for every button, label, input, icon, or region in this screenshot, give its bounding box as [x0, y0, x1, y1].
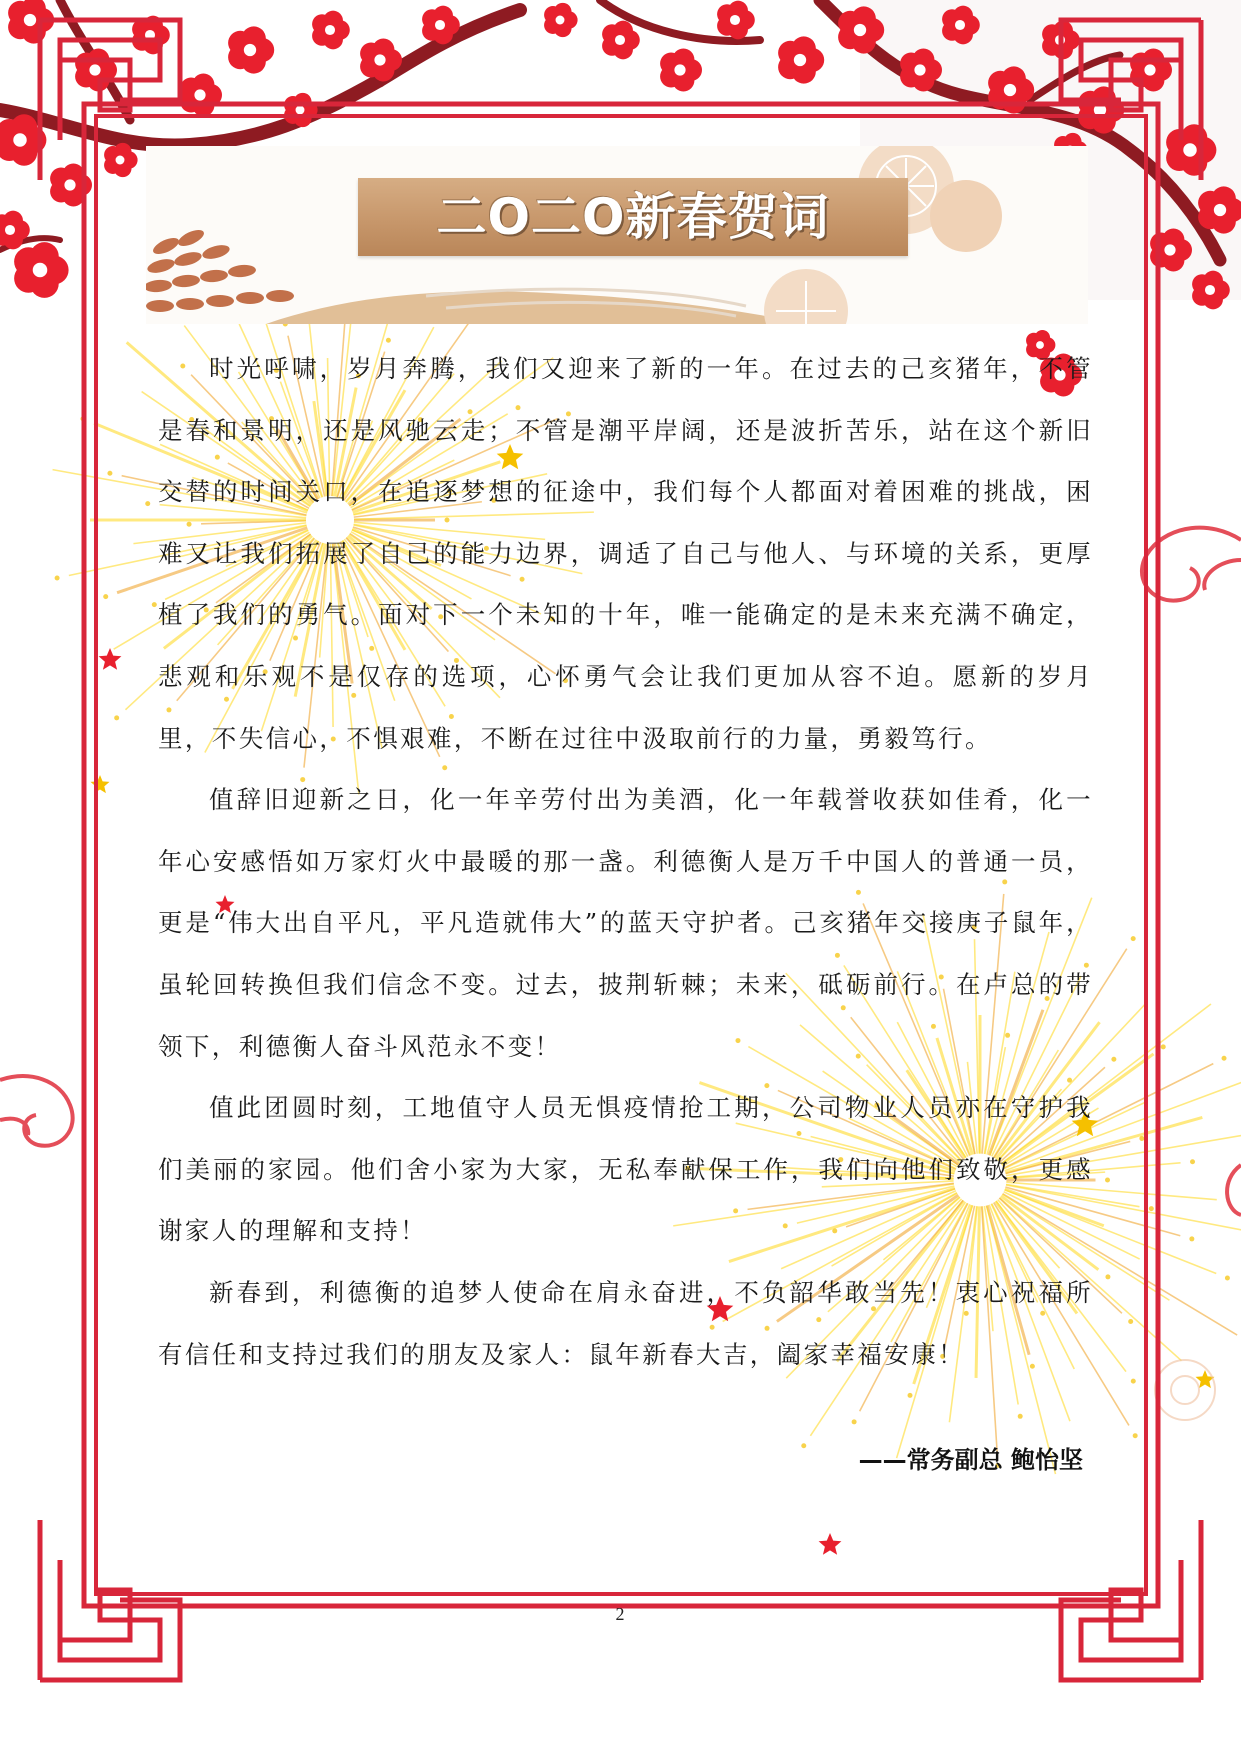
- page-title: 二O二O新春贺词: [436, 188, 830, 246]
- corner-lattice-bottom-left: [40, 1520, 180, 1680]
- paragraph: 新春到，利德衡的追梦人使命在肩永奋进，不负韶华敢当先！衷心祝福所有信任和支持过我们的朋友及家人：鼠年新春大吉，阖家幸福安康！: [158, 1277, 1093, 1369]
- corner-lattice-top-left: [40, 20, 180, 180]
- signature: ——常务副总 鲍怡坚: [858, 1446, 1083, 1474]
- corner-lattice-bottom-right: [1061, 1520, 1201, 1680]
- paragraph: 时光呼啸，岁月奔腾，我们又迎来了新的一年。在过去的己亥猪年，不管是春和景明，还是风驰云走；不管是潮平岸阔，还是波折苦乐，站在这个新旧交替的时间关口，在追逐梦想的征途中，我们每个人都面对着困难的挑战，困难又让我们拓展了自己的能力边界，调适了自己与他人、与环境的关系，更厚植了我们的勇气。面对下一个未知的十年，唯一能确定的是未来充满不确定，悲观和乐观不是仅存的选项，心怀勇气会让我们更加从容不迫。愿新的岁月里，不失信心，不惧艰难，不断在过往中汲取前行的力量，勇毅笃行。: [158, 354, 1093, 753]
- paragraph: 值辞旧迎新之日，化一年辛劳付出为美酒，化一年载誉收获如佳肴，化一年心安感悟如万家灯火中最暖的那一盏。利德衡人是万千中国人的普通一员，更是“伟大出自平凡，平凡造就伟大”的蓝天守护者。己亥猪年交接庚子鼠年，虽轮回转换但我们信念不变。过去，披荆斩棘；未来，砥砺前行。在卢总的带领下，利德衡人奋斗风范永不变！: [158, 785, 1093, 1061]
- paragraph: 值此团圆时刻，工地值守人员无惧疫情抢工期，公司物业人员亦在守护我们美丽的家园。他们舍小家为大家，无私奉献保工作，我们向他们致敬，更感谢家人的理解和支持！: [158, 1093, 1093, 1246]
- corner-lattice-top-right: [1061, 20, 1201, 180]
- page-number: 2: [615, 1604, 625, 1624]
- greeting-body: [158, 338, 1093, 1385]
